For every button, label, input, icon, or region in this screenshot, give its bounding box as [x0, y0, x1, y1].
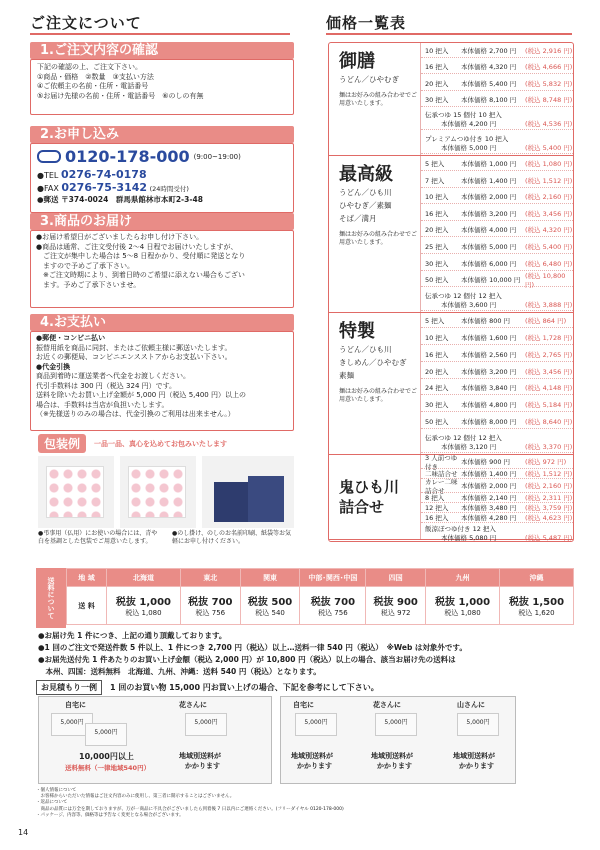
fee-excl-tax: 税抜 1,000: [434, 597, 491, 608]
price-row: [421, 133, 573, 154]
section-delivery: [30, 213, 294, 308]
region-cell: 四国: [366, 569, 426, 587]
row-base-price: 本体価格 4,000 円: [461, 226, 517, 235]
fee-incl-tax: 税込 1,080: [444, 609, 481, 617]
row-base-price: 本体価格 3,120 円: [441, 442, 497, 451]
row-tax-price: (税込 5,832 円): [525, 79, 573, 88]
text-line: ●お届け希望日がございましたらお申し付け下さい。: [36, 233, 204, 241]
price-row: [421, 365, 573, 379]
row-tax-price: (税込 3,456 円): [525, 367, 573, 376]
text-line: 商品到着時に運送業者へ代金をお渡しください。: [36, 372, 190, 380]
product-note: 麺はお好みの組み合わせでご用意いたします。: [339, 231, 418, 246]
product-noodle-type: うどん／ひも川: [339, 345, 392, 354]
gift-box: 5,000円: [51, 713, 93, 736]
row-tax-price: (税込 5,487 円): [525, 534, 573, 542]
price-row: [421, 174, 573, 188]
row-base-price: 本体価格 1,400 円: [461, 176, 517, 185]
example-title: お見積もり一例: [36, 680, 102, 695]
section-body: [30, 143, 294, 213]
row-base-price: 本体価格 4,200 円: [441, 120, 497, 129]
wrapping-subtitle: 一品一品、真心を込めてお包みいたします: [94, 439, 228, 448]
row-tax-price: (税込 5,400 円): [525, 243, 573, 251]
wrap-caption-1: ●弔事用（仏用）にお使いの場合には、青や白を基調とした包装でご用意いたします。: [38, 530, 158, 545]
row-quantity: 16 把入: [425, 514, 449, 522]
gift-box: 5,000円: [85, 723, 127, 746]
product-noodle-type: ひやむぎ／素麺: [339, 201, 392, 210]
row-tax-price: (税込 10,800 円): [525, 271, 566, 289]
row-base-price: 本体価格 3,200 円: [461, 367, 517, 376]
result-region-b: かかります: [459, 762, 494, 770]
row-tax-price: (税込 4,666 円): [525, 63, 573, 72]
row-quantity: 10 把入: [425, 193, 449, 202]
region-cell: 東北: [180, 569, 240, 587]
price-row: [421, 60, 573, 74]
product-name: 御膳: [339, 51, 375, 72]
price-row: [421, 479, 573, 493]
row-base-price: 本体価格 2,700 円: [461, 47, 517, 56]
fee-incl-tax: 税込 1,620: [518, 609, 555, 617]
price-row: [421, 415, 573, 429]
price-row: [421, 381, 573, 395]
phone-hours: (9:00~19:00): [193, 152, 241, 161]
row-quantity: 16 把入: [425, 63, 449, 72]
post-address: 〒374-0024 群馬県館林市本町2-3-48: [61, 195, 203, 204]
fee-incl-tax: 税込 972: [380, 609, 411, 617]
price-rows: [421, 313, 573, 454]
row-tax-price: (税込 8,640 円): [525, 417, 573, 426]
example-box-left: [38, 696, 272, 784]
fax-label: ●FAX: [37, 184, 59, 193]
row-quantity: 5 把入: [425, 160, 445, 169]
product-info: [329, 455, 421, 539]
label-home: 自宅に: [293, 701, 314, 709]
row-tax-price: (税込 3,370 円): [525, 442, 573, 451]
footnote-line: お客様からいただいた情報はご注文内容のみに使用し、第三者に開示することはございません。: [36, 794, 235, 800]
wrap-caption-2: ●のし掛け、のしのお名前印刷、紙袋等お気軽にお申し付けください。: [172, 530, 291, 545]
row-quantity: 50 把入: [425, 276, 449, 285]
product-block: [329, 313, 573, 455]
price-row: [421, 157, 573, 171]
label-home: 自宅に: [65, 701, 86, 709]
product-noodle-type: うどん／ひやむぎ: [339, 75, 399, 84]
row-base-price: 本体価格 1,000 円: [461, 160, 517, 169]
row-quantity: 伝承つゆ 15 個付 10 把入: [425, 111, 502, 120]
example-box-right: [280, 696, 516, 784]
price-row: [421, 273, 573, 287]
row-base-price: 本体価格 4,320 円: [461, 63, 517, 72]
row-quantity: 20 把入: [425, 79, 449, 88]
row-tax-price: (税込 1,512 円): [525, 470, 573, 478]
row-tax-price: (税込 972 円): [525, 458, 567, 466]
row-tax-price: (税込 2,160 円): [525, 193, 573, 202]
phone-number[interactable]: 0120-178-000: [65, 147, 190, 166]
text-line: ご注文が集中した場合は 5～8 日程かかり、受付順に発送となり: [36, 252, 246, 260]
price-rows: [421, 453, 573, 542]
price-rows: [421, 43, 573, 155]
wrap-photo-3: [202, 456, 294, 528]
shipping-side-label: 送料について: [36, 568, 66, 628]
price-row: [421, 455, 573, 469]
row-base-price: 本体価格 5,000 円: [461, 243, 517, 251]
text-line: 場合は、手数料は当店が負担いたします。: [36, 400, 169, 409]
region-cell: 北海道: [107, 569, 181, 587]
row-tax-price: (税込 5,400 円): [525, 143, 573, 152]
left-title: ご注文について: [30, 12, 290, 35]
row-tax-price: (税込 3,759 円): [525, 504, 573, 512]
gift-box: 5,000円: [185, 713, 227, 736]
product-name: 鬼ひも川 詰合せ: [339, 478, 400, 516]
product-note: 麺はお好みの組み合わせでご用意いたします。: [339, 388, 418, 403]
row-base-price: 本体価格 8,100 円: [461, 96, 517, 105]
row-quantity: 7 把入: [425, 176, 445, 185]
row-tax-price: (税込 1,728 円): [525, 334, 573, 343]
row-tax-price: (税込 3,456 円): [525, 209, 573, 218]
row-base-price: 本体価格 4,800 円: [461, 401, 517, 410]
row-quantity: 30 把入: [425, 96, 449, 105]
row-tax-price: (税込 2,916 円): [525, 47, 573, 56]
price-row: [421, 331, 573, 345]
result-free: 10,000円以上: [79, 752, 134, 761]
text-line: 下記の確認の上、ご注文下さい。: [37, 63, 142, 71]
row-quantity: 16 把入: [425, 350, 449, 359]
row-tax-price: (税込 1,080 円): [525, 160, 573, 169]
row-quantity: 50 把入: [425, 417, 449, 426]
row-base-price: 本体価格 4,280 円: [461, 514, 517, 522]
price-row: [421, 432, 573, 453]
price-row: [421, 348, 573, 362]
row-base-price: 本体価格 1,600 円: [461, 334, 517, 343]
text-line: ます。予めご了承下さいませ。: [36, 280, 141, 289]
section-title: 2.お申し込み: [30, 126, 294, 143]
text-line: ●代金引換: [36, 362, 71, 371]
result-region: 地域別送料が: [453, 752, 495, 760]
row-quantity: 30 把入: [425, 401, 449, 410]
fee-incl-tax: 税込 1,080: [125, 609, 162, 617]
product-noodle-type: きしめん／ひやむぎ: [339, 358, 407, 367]
rule-line: ●お届先送付先 1 件あたりのお買い上げ金額（税込 2,000 円）が 10,800 円（税込）以上の場合、該当お届け先の送料は: [38, 655, 456, 664]
section-body: [30, 59, 294, 115]
region-cell: 関東: [240, 569, 300, 587]
row-base-price: 本体価格 5,400 円: [461, 79, 517, 88]
section-payment: [30, 314, 294, 431]
fee-excl-tax: 税抜 700: [310, 597, 356, 608]
gift-box: 5,000円: [295, 713, 337, 736]
row-tax-price: (税込 2,311 円): [525, 494, 573, 502]
text-line: ●郵便・コンビニ払い: [36, 334, 106, 342]
row-quantity: 12 把入: [425, 504, 449, 512]
region-label: 地 域: [67, 569, 107, 587]
section-title: 1.ご注文内容の確認: [30, 42, 294, 59]
row-base-price: 本体価格 2,560 円: [461, 350, 517, 359]
row-base-price: 本体価格 800 円: [461, 317, 511, 326]
price-row: [421, 207, 573, 221]
footnote-line: ・返品について: [36, 800, 68, 806]
freedial-icon: [37, 150, 61, 163]
row-quantity: カレー二味詰合せ: [425, 477, 458, 495]
section-body: [30, 331, 294, 431]
fee-cell: [300, 587, 366, 625]
price-row: [421, 493, 573, 503]
wrapping-header: [38, 434, 294, 453]
result-region-b: かかります: [297, 762, 332, 770]
text-line: ⑤お届け先様の名前・住所・電話番号 ⑥のしの有無: [37, 91, 204, 100]
text-line: 代引手数料は 300 円（税込 324 円）です。: [36, 381, 177, 390]
region-cell: 九州: [426, 569, 500, 587]
text-line: ※ご注文時期により、到着日時のご希望に添えない場合もござい: [36, 271, 245, 279]
fee-cell: [500, 587, 574, 625]
example-desc: 1 回のお買い物 15,000 円お買い上げの場合、下記を参考にして下さい。: [110, 683, 379, 692]
text-line: お近くの郵便局、コンビニエンスストアからお支払い下さい。: [36, 353, 232, 361]
row-tax-price: (税込 5,184 円): [525, 401, 573, 410]
fee-excl-tax: 税抜 700: [188, 597, 233, 608]
product-info: [329, 313, 421, 454]
fee-cell: [180, 587, 240, 625]
row-tax-price: (税込 4,320 円): [525, 226, 573, 235]
result-region: 地域別送料が: [179, 752, 221, 760]
row-tax-price: (税込 864 円): [525, 317, 567, 326]
fee-incl-tax: 税込 756: [318, 609, 348, 617]
price-row: [421, 77, 573, 91]
label-hana: 花さんに: [373, 701, 401, 709]
row-base-price: 本体価格 5,000 円: [441, 143, 497, 152]
text-line: ●商品は通常、ご注文受付後 2～4 日程でお届けいたしますが、: [36, 242, 238, 251]
fee-excl-tax: 税抜 1,500: [508, 597, 565, 608]
row-tax-price: (税込 2,160 円): [525, 482, 573, 490]
price-row: [421, 44, 573, 58]
row-base-price: 本体価格 8,000 円: [461, 417, 517, 426]
product-name: 特製: [339, 321, 375, 342]
row-quantity: 飯涼ぼつゆ付き 12 把入: [425, 525, 496, 533]
wrap-photo-1: [38, 456, 114, 528]
fee-cell: [426, 587, 500, 625]
row-quantity: 二味詰合せ: [425, 470, 458, 478]
price-list-panel: [328, 42, 574, 542]
product-block: [329, 156, 573, 313]
row-base-price: 本体価格 3,200 円: [461, 209, 517, 218]
row-quantity: 伝承つゆ 12 個付 12 把入: [425, 433, 502, 442]
result-region-b: かかります: [185, 762, 220, 770]
price-row: [421, 190, 573, 204]
product-block: [329, 455, 573, 540]
example-header: [36, 680, 379, 695]
text-line: 振替用紙を商品に同封、またはご依頼主様に郵送いたします。: [36, 343, 232, 352]
price-row: [421, 314, 573, 328]
row-base-price: 本体価格 900 円: [461, 458, 511, 466]
product-name: 最高級: [339, 164, 393, 185]
section-title: 4.お支払い: [30, 314, 294, 331]
fee-incl-tax: 税込 540: [255, 609, 285, 617]
product-note: 麺はお好みの組み合わせでご用意いたします。: [339, 92, 418, 107]
fee-cell: [366, 587, 426, 625]
row-base-price: 本体価格 2,000 円: [461, 193, 517, 202]
row-tax-price: (税込 4,148 円): [525, 384, 573, 393]
row-base-price: 本体価格 6,000 円: [461, 259, 517, 268]
price-row: [421, 240, 573, 254]
footnotes: [36, 788, 576, 819]
row-quantity: 16 把入: [425, 209, 449, 218]
tel-label: ●TEL: [37, 171, 59, 180]
wrapping-title: 包装例: [38, 434, 86, 453]
section-body: [30, 230, 294, 308]
row-base-price: 本体価格 3,600 円: [441, 300, 497, 309]
gift-box: 5,000円: [457, 713, 499, 736]
post-label: ●郵送: [37, 195, 59, 204]
label-yama: 山さんに: [457, 701, 485, 709]
fee-incl-tax: 税込 756: [195, 609, 226, 617]
rule-line: ●お届け先 1 件につき、上記の通り頂戴しております。: [38, 631, 227, 640]
right-title: 価格一覧表: [326, 12, 572, 35]
product-block: [329, 43, 573, 156]
row-base-price: 本体価格 10,000 円: [461, 276, 521, 285]
price-row: [421, 109, 573, 130]
product-noodle-type: うどん／ひも川: [339, 188, 392, 197]
price-row: [421, 257, 573, 271]
row-tax-price: (税込 2,765 円): [525, 350, 573, 359]
row-base-price: 本体価格 1,400 円: [461, 470, 517, 478]
footnote-line: 商品の品質には万全を期しておりますが、万が一商品に不具合がございましたら到着後 7 日以内にご連絡ください。(フリーダイヤル 0120-178-000): [36, 806, 344, 812]
text-line: ますので予めご了承下さい。: [36, 261, 134, 270]
product-noodle-type: 素麺: [339, 371, 354, 380]
row-base-price: 本体価格 2,000 円: [461, 482, 517, 490]
fee-excl-tax: 税抜 1,000: [115, 597, 172, 608]
gift-box: 5,000円: [375, 713, 417, 736]
result-free-note: 送料無料（一律地域540円）: [65, 764, 151, 772]
price-row: [421, 223, 573, 237]
fee-excl-tax: 税抜 900: [373, 597, 418, 608]
region-cell: 沖縄: [500, 569, 574, 587]
row-tax-price: (税込 8,748 円): [525, 96, 573, 105]
price-row: [421, 290, 573, 311]
section-apply: [30, 126, 294, 213]
row-quantity: 20 把入: [425, 226, 449, 235]
section-title: 3.商品のお届け: [30, 213, 294, 230]
shipping-rules: [38, 630, 578, 678]
fee-label: 送 料: [67, 587, 107, 625]
footnote-line: ・個人情報について: [36, 788, 77, 793]
row-quantity: 30 把入: [425, 259, 449, 268]
row-tax-price: (税込 3,888 円): [525, 300, 573, 309]
wrap-photo-2: [120, 456, 196, 528]
row-quantity: 8 把入: [425, 494, 445, 502]
row-tax-price: (税込 1,512 円): [525, 176, 573, 185]
fax-note: (24時間受付): [149, 185, 189, 193]
price-row: [421, 503, 573, 513]
text-line: 送料を除いたお買い上げ金額が 5,000 円（税込 5,400 円）以上の: [36, 391, 246, 399]
row-quantity: プレミアムつゆ付き 10 把入: [425, 134, 509, 143]
region-cell: 中部･関西･中国: [300, 569, 366, 587]
price-row: [421, 523, 573, 542]
price-row: [421, 398, 573, 412]
row-base-price: 本体価格 3,840 円: [461, 384, 517, 393]
fee-cell: [240, 587, 300, 625]
row-quantity: 10 把入: [425, 334, 449, 343]
row-tax-price: (税込 4,536 円): [525, 120, 573, 129]
row-quantity: 10 把入: [425, 47, 449, 56]
row-base-price: 本体価格 5,080 円: [441, 534, 497, 542]
row-quantity: 伝承つゆ 12 個付 12 把入: [425, 291, 502, 300]
product-info: [329, 43, 421, 155]
row-base-price: 本体価格 3,480 円: [461, 504, 517, 512]
rule-line: ●1 回のご注文で発送件数 5 件以上、1 件につき 2,700 円（税込）以上…送料一律 540 円（税込） ※Web は対象外です。: [38, 643, 467, 652]
text-line: ④ご依頼主の名前・住所・電話番号: [37, 82, 149, 90]
text-line: ①商品・価格 ②数量 ③支払い方法: [37, 72, 154, 81]
section-order-confirm: [30, 42, 294, 115]
rule-line: 本州、四国：送料無料 北海道、九州、沖縄：送料 540 円（税込）となります。: [38, 667, 321, 676]
price-row: [421, 513, 573, 523]
fee-cell: [107, 587, 181, 625]
row-quantity: 5 把入: [425, 317, 445, 326]
page-number: 14: [18, 828, 29, 837]
result-region-b: かかります: [377, 762, 412, 770]
text-line: （※先様送りのみの場合は、代金引換のご利用は出来ません。）: [36, 410, 235, 418]
footnote-line: ・パッケージ、内容等、価格等は予告なく変更となる場合がございます。: [36, 812, 184, 818]
fee-excl-tax: 税抜 500: [247, 597, 293, 608]
product-info: [329, 156, 421, 312]
row-tax-price: (税込 4,623 円): [525, 514, 573, 522]
product-noodle-type: そば／満月: [339, 214, 377, 223]
row-quantity: 25 把入: [425, 243, 449, 251]
row-quantity: 3 人前つゆ付き: [425, 453, 458, 471]
shipping-table: [66, 568, 574, 625]
label-hana: 花さんに: [179, 701, 207, 709]
price-row: [421, 93, 573, 107]
row-tax-price: (税込 6,480 円): [525, 259, 573, 268]
fax-number: 0276-75-3142: [61, 181, 148, 194]
tel-number[interactable]: 0276-74-0178: [60, 168, 147, 181]
price-rows: [421, 156, 573, 312]
result-region: 地域別送料が: [371, 752, 413, 760]
row-base-price: 本体価格 2,140 円: [461, 494, 517, 502]
row-quantity: 24 把入: [425, 384, 449, 393]
row-quantity: 20 把入: [425, 367, 449, 376]
result-region: 地域別送料が: [291, 752, 333, 760]
